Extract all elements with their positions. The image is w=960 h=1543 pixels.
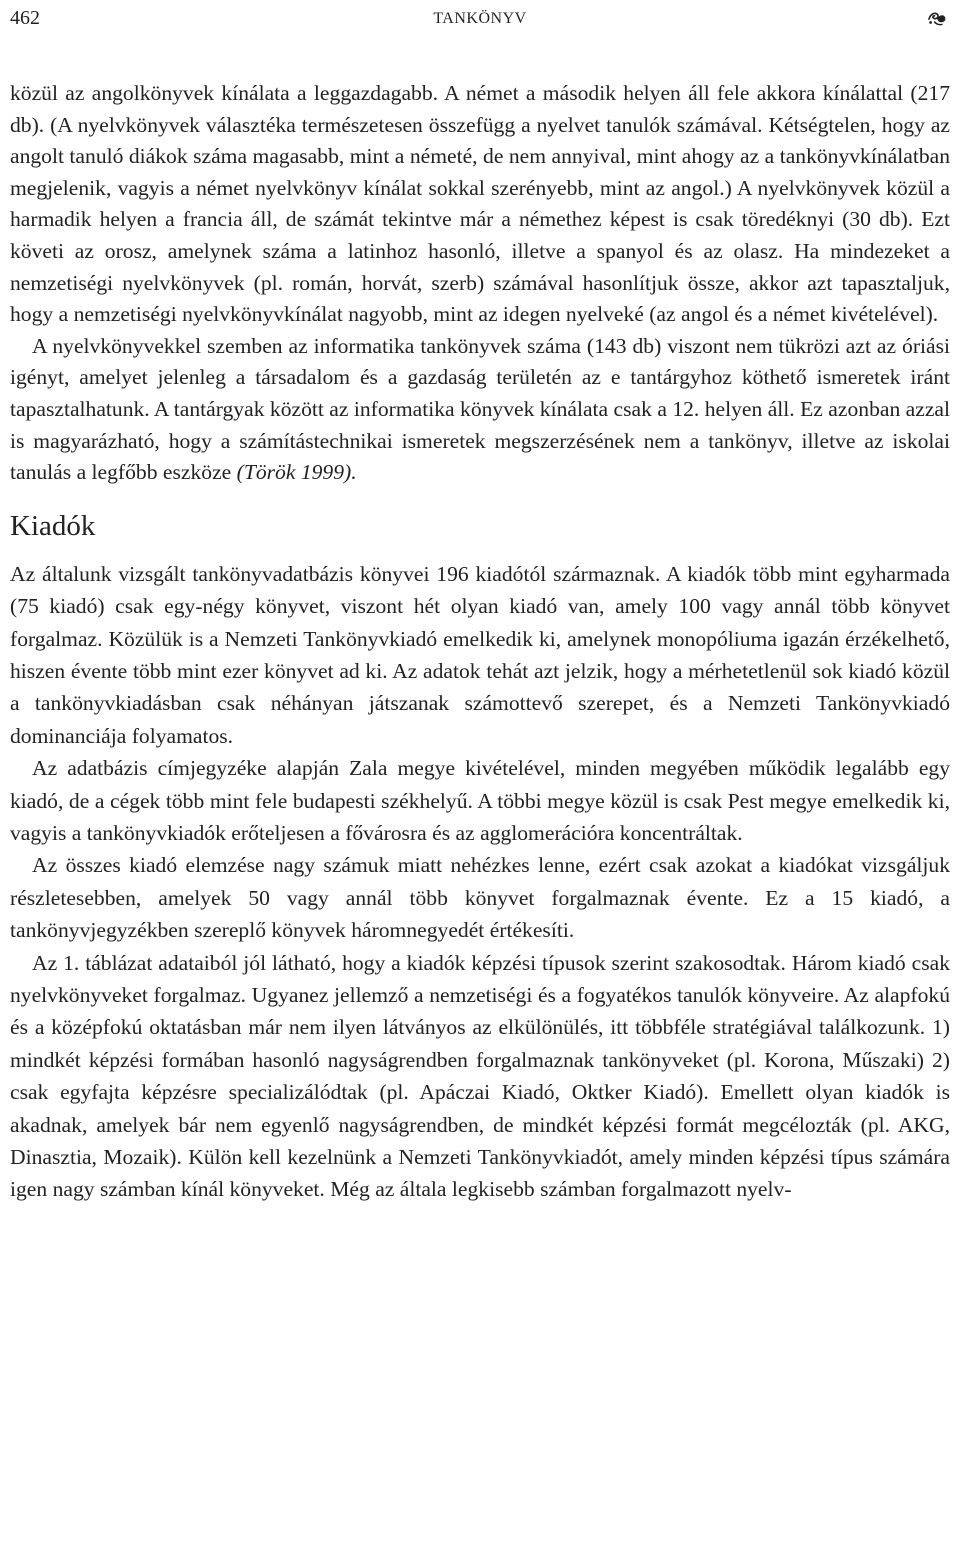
paragraph: közül az angolkönyvek kínálata a leggazdagabb. A német a második helyen áll fele akkora kínálattal (217 db). (A nyelvkönyvek választéka természetesen összefügg a nyelvet tanulók számával. Kétségtelen, hogy az angolt tanuló diákok száma magasabb, mint a németé, de nem annyival, mint ahogy az a tankönyvkínálatban megjelenik, vagyis a német nyelvkönyv kínálat sokkal szerényebb, mint az angol.) A nyelvkönyvek közül a harmadik helyen a francia áll, de számát tekintve már a némethez képest is csak töredéknyi (30 db). Ezt követi az orosz, amelynek száma a latinhoz hasonló, illetve a spanyol és az olasz. Ha mindezeket a nemzetiségi nyelvkönyvek (pl. román, horvát, szerb) számával hasonlítjuk össze, akkor azt tapasztaljuk, hogy a nemzetiségi nyelvkönyvkínálat nagyobb, mint az idegen nyelveké (az angol és a német kivételével). xyxy=(10,81,950,327)
section-heading: Kiadók xyxy=(10,509,96,542)
body-text xyxy=(10,78,950,489)
paragraph: Az adatbázis címjegyzéke alapján Zala megye kivételével, minden megyében működik legalább egy kiadó, de a cégek több mint fele budapesti székhelyű. A többi megye közül is csak Pest megye emelkedik ki, vagyis a tankönyvkiadók erőteljesen a fővárosra és az agglomerációra koncentráltak. xyxy=(10,756,950,845)
running-header xyxy=(10,0,950,40)
paragraph-text: A nyelvkönyvekkel szemben az informatika tankönyvek száma (143 db) viszont nem tükrözi azt az óriási igényt, amelyet jelenleg a társadalom és a gazdaság területén az e tantárgyhoz köthető ismeretek iránt tapasztalhatunk. A tantárgyak között az informatika könyvek kínálata csak a 12. helyen áll. Ez azonban azzal is magyarázható, hogy a számítástechnikai ismeretek megszerzésének nem a tankönyv, illetve az iskolai tanulás a legfőbb eszköze xyxy=(10,333,950,485)
fleuron-icon xyxy=(926,6,948,28)
running-title: TANKÖNYV xyxy=(433,10,527,27)
paragraph: Az összes kiadó elemzése nagy számuk miatt nehézkes lenne, ezért csak azokat a kiadókat vizsgáljuk részletesebben, amelyek 50 vagy annál több könyvet forgalmaznak évente. Ez a 15 kiadó, a tankönyvjegyzékben szereplő könyvek háromnegyedét értékesíti. xyxy=(10,853,950,943)
paragraph: Az általunk vizsgált tankönyvadatbázis könyvei 196 kiadótól származnak. A kiadók több mint egyharmada (75 kiadó) csak egy-négy könyvet, viszont hét olyan kiadó van, amely 100 vagy annál több könyvet forgalmaz. Közülük is a Nemzeti Tankönyvkiadó emelkedik ki, amelynek monopóliuma igazán érzékelhető, hiszen évente több mint ezer könyvet ad ki. Az adatok tehát azt jelzik, hogy a mérhetetlenül sok kiadó közül a tankönyvkiadásban csak néhányan játszanak számottevő szerepet, és a Nemzeti Tankönyvkiadó dominanciája folyamatos. xyxy=(10,561,950,748)
section-body xyxy=(10,558,950,1206)
page-number: 462 xyxy=(10,7,40,29)
citation: (Török 1999). xyxy=(236,460,357,485)
paragraph xyxy=(10,331,950,489)
paragraph: Az 1. táblázat adataiból jól látható, hogy a kiadók képzési típusok szerint szakosodtak. Három kiadó csak nyelvkönyveket forgalmaz. Ugyanez jellemző a nemzetiségi és a fogyatékos tanulók könyveire. Az alapfokú és a középfokú oktatásban már nem ilyen látványos az elkülönülés, itt többféle stratégiával találkozunk. 1) mindkét képzési formában hasonló nagyságrendben forgalmaznak tankönyveket (pl. Korona, Műszaki) 2) csak egyfajta képzésre specializálódtak (pl. Apáczai Kiadó, Oktker Kiadó). Emellett olyan kiadók is akadnak, amelyek bár nem egyenlő nagyságrendben, de mindkét képzési formát megcélozták (pl. AKG, Dinasztia, Mozaik). Külön kell kezelnünk a Nemzeti Tankönyvkiadót, amely minden képzési típus számára igen nagy számban kínál könyveket. Még az általa legkisebb számban forgalmazott nyelv- xyxy=(10,950,950,1202)
book-page xyxy=(10,0,950,1206)
